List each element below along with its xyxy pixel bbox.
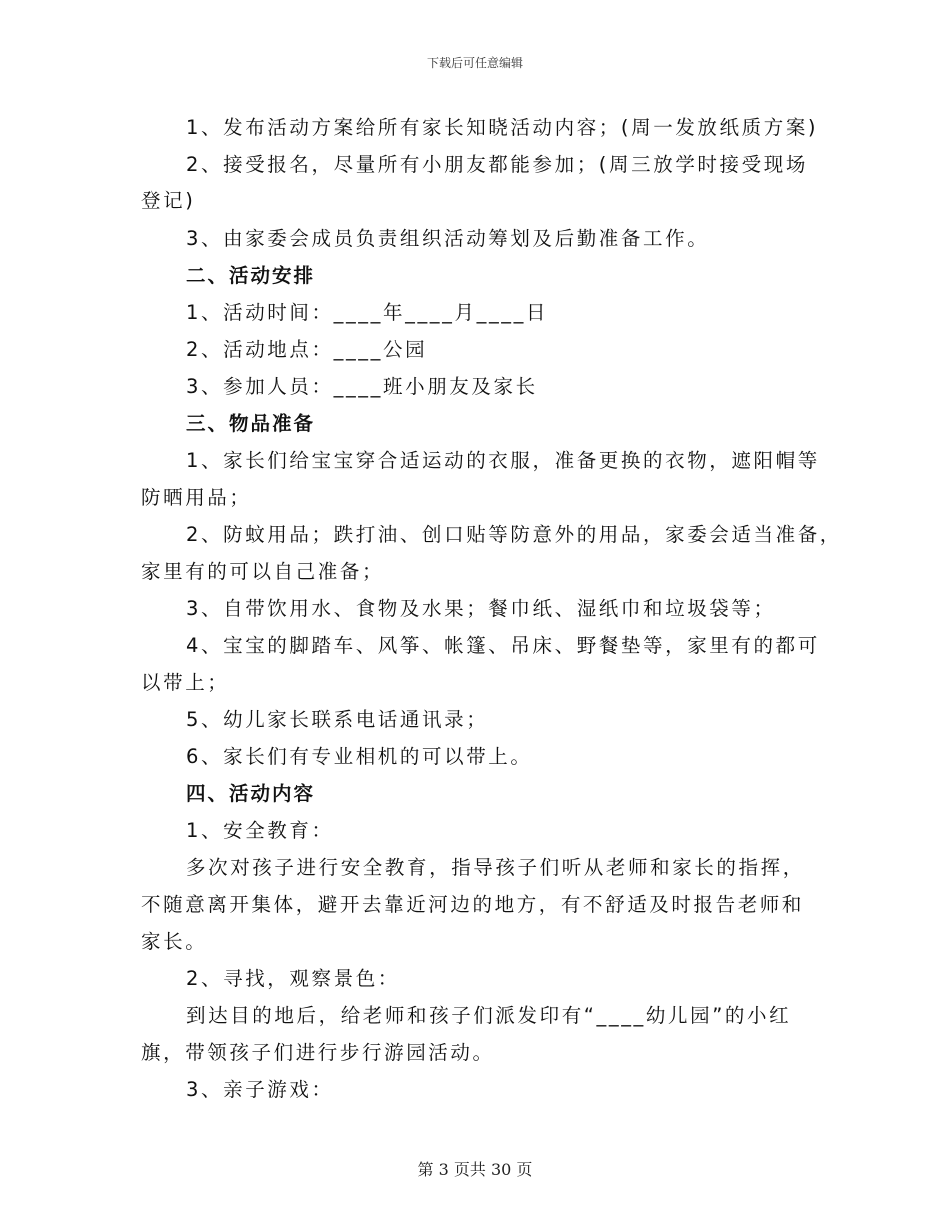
paragraph-line: 旗，带领孩子们进行步行游园活动。	[141, 1041, 495, 1064]
paragraph-line: 1、活动时间：____年____月____日	[186, 301, 549, 324]
paragraph-line: 4、宝宝的脚踏车、风筝、帐篷、吊床、野餐垫等，家里有的都可	[186, 634, 820, 657]
page-footer: 第 3 页共 30 页	[417, 1160, 533, 1179]
section-heading: 二、活动安排	[186, 264, 316, 287]
paragraph-line: 3、亲子游戏：	[186, 1078, 334, 1101]
page-header: 下载后可任意编辑	[426, 56, 523, 70]
paragraph-line: 到达目的地后，给老师和孩子们派发印有“____幼儿园”的小红	[186, 1004, 792, 1027]
paragraph-line: 以带上；	[141, 671, 230, 694]
paragraph-line: 5、幼儿家长联系电话通讯录；	[186, 708, 489, 731]
paragraph-line: 2、寻找，观察景色：	[186, 967, 400, 990]
paragraph-line: 防晒用品；	[141, 486, 252, 509]
paragraph-line: 3、参加人员：____班小朋友及家长	[186, 375, 538, 398]
paragraph-line: 家里有的可以自己准备；	[141, 560, 385, 583]
paragraph-line: 1、发布活动方案给所有家长知晓活动内容；(周一发放纸质方案)	[186, 116, 819, 139]
section-heading: 三、物品准备	[186, 412, 316, 435]
paragraph-line: 3、自带饮用水、食物及水果；餐巾纸、湿纸巾和垃圾袋等；	[186, 597, 776, 620]
paragraph-line: 不随意离开集体，避开去靠近河边的地方，有不舒适及时报告老师和	[141, 893, 805, 916]
paragraph-line: 1、家长们给宝宝穿合适运动的衣服，准备更换的衣物，遮阳帽等	[186, 449, 820, 472]
paragraph-line: 多次对孩子进行安全教育，指导孩子们听从老师和家长的指挥，	[186, 856, 805, 879]
paragraph-line: 1、安全教育：	[186, 819, 334, 842]
paragraph-line: 2、防蚊用品；跌打油、创口贴等防意外的用品，家委会适当准备，	[186, 523, 842, 546]
paragraph-line: 2、活动地点：____公园	[186, 338, 428, 361]
paragraph-line: 2、接受报名，尽量所有小朋友都能参加；(周三放学时接受现场	[186, 153, 808, 176]
paragraph-line: 登记)	[141, 189, 196, 212]
section-heading: 四、活动内容	[186, 782, 316, 805]
paragraph-line: 6、家长们有专业相机的可以带上。	[186, 745, 533, 768]
paragraph-line: 3、由家委会成员负责组织活动筹划及后勤准备工作。	[186, 227, 710, 250]
paragraph-line: 家长。	[141, 930, 208, 953]
